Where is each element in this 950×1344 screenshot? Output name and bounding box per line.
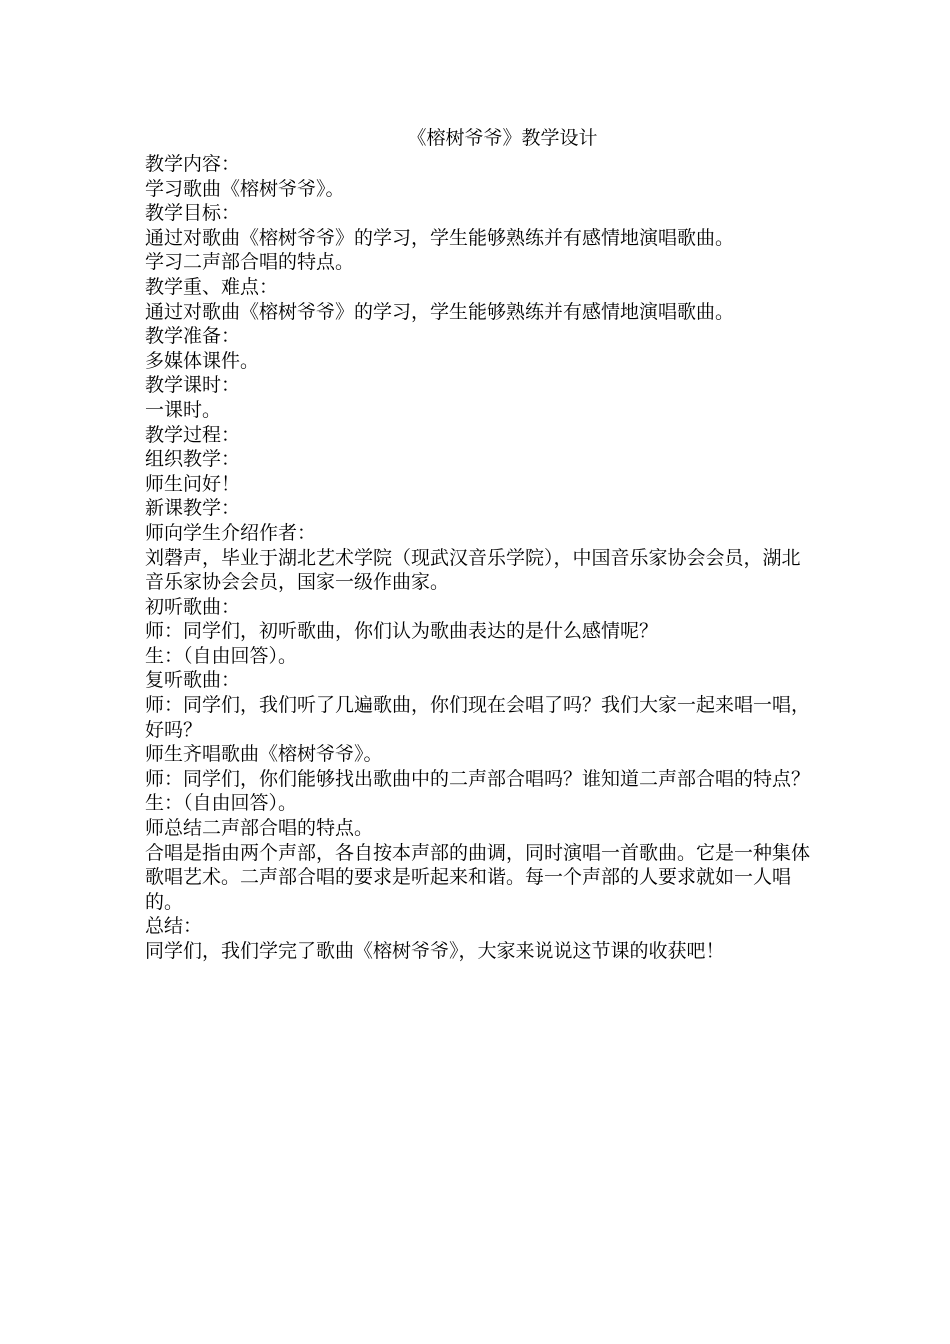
- heading-key-points: 教学重、难点：: [145, 275, 279, 298]
- text-preparation: 多媒体课件。: [145, 349, 260, 372]
- heading-summary: 总结：: [145, 915, 203, 938]
- text-student-answer-2: 生：（自由回答）。: [145, 792, 298, 815]
- text-chorus-explanation: 合唱是指由两个声部，各自按本声部的曲调，同时演唱一首歌曲。它是一种集体歌唱艺术。二声部合唱的要求是听起来和谐。每一个声部的人要求就如一人唱的。: [145, 841, 811, 913]
- text-summary: 同学们，我们学完了歌曲《榕树爷爷》，大家来说说这节课的收获吧！: [145, 940, 725, 962]
- text-teacher-question-3: 师：同学们，你们能够找出歌曲中的二声部合唱吗？谁知道二声部合唱的特点？: [145, 767, 811, 790]
- heading-new-lesson: 新课教学：: [145, 497, 241, 520]
- text-teacher-question-1: 师：同学们，初听歌曲，你们认为歌曲表达的是什么感情呢？: [145, 620, 659, 643]
- text-greeting: 师生问好！: [145, 472, 241, 495]
- heading-preparation: 教学准备：: [145, 325, 241, 348]
- heading-process: 教学过程：: [145, 423, 241, 446]
- text-teaching-content: 学习歌曲《榕树爷爷》。: [145, 177, 345, 200]
- text-teacher-summary: 师总结二声部合唱的特点。: [145, 817, 374, 840]
- heading-teaching-goals: 教学目标：: [145, 202, 241, 225]
- heading-repeat-listen: 复听歌曲：: [145, 669, 241, 692]
- text-goal-2: 学习二声部合唱的特点。: [145, 251, 355, 274]
- heading-organize: 组织教学：: [145, 448, 241, 471]
- text-goal-1: 通过对歌曲《榕树爷爷》的学习，学生能够熟练并有感情地演唱歌曲。: [145, 226, 735, 249]
- heading-teaching-content: 教学内容：: [145, 153, 241, 175]
- text-student-answer-1: 生：（自由回答）。: [145, 644, 298, 667]
- document-title: 《榕树爷爷》教学设计: [407, 127, 598, 149]
- heading-class-hours: 教学课时：: [145, 374, 241, 397]
- text-key-points: 通过对歌曲《榕树爷爷》的学习，学生能够熟练并有感情地演唱歌曲。: [145, 300, 735, 323]
- heading-first-listen: 初听歌曲：: [145, 595, 241, 618]
- text-sing-together: 师生齐唱歌曲《榕树爷爷》。: [145, 743, 383, 766]
- text-introduce-author: 师向学生介绍作者：: [145, 521, 317, 544]
- document-body: [145, 124, 810, 964]
- text-class-hours: 一课时。: [145, 398, 222, 421]
- text-teacher-question-2: 师：同学们，我们听了几遍歌曲，你们现在会唱了吗？我们大家一起来唱一唱，好吗？: [145, 694, 811, 741]
- text-author-bio: 刘磬声，毕业于湖北艺术学院（现武汉音乐学院），中国音乐家协会会员，湖北音乐家协会会员，国家一级作曲家。: [145, 546, 801, 594]
